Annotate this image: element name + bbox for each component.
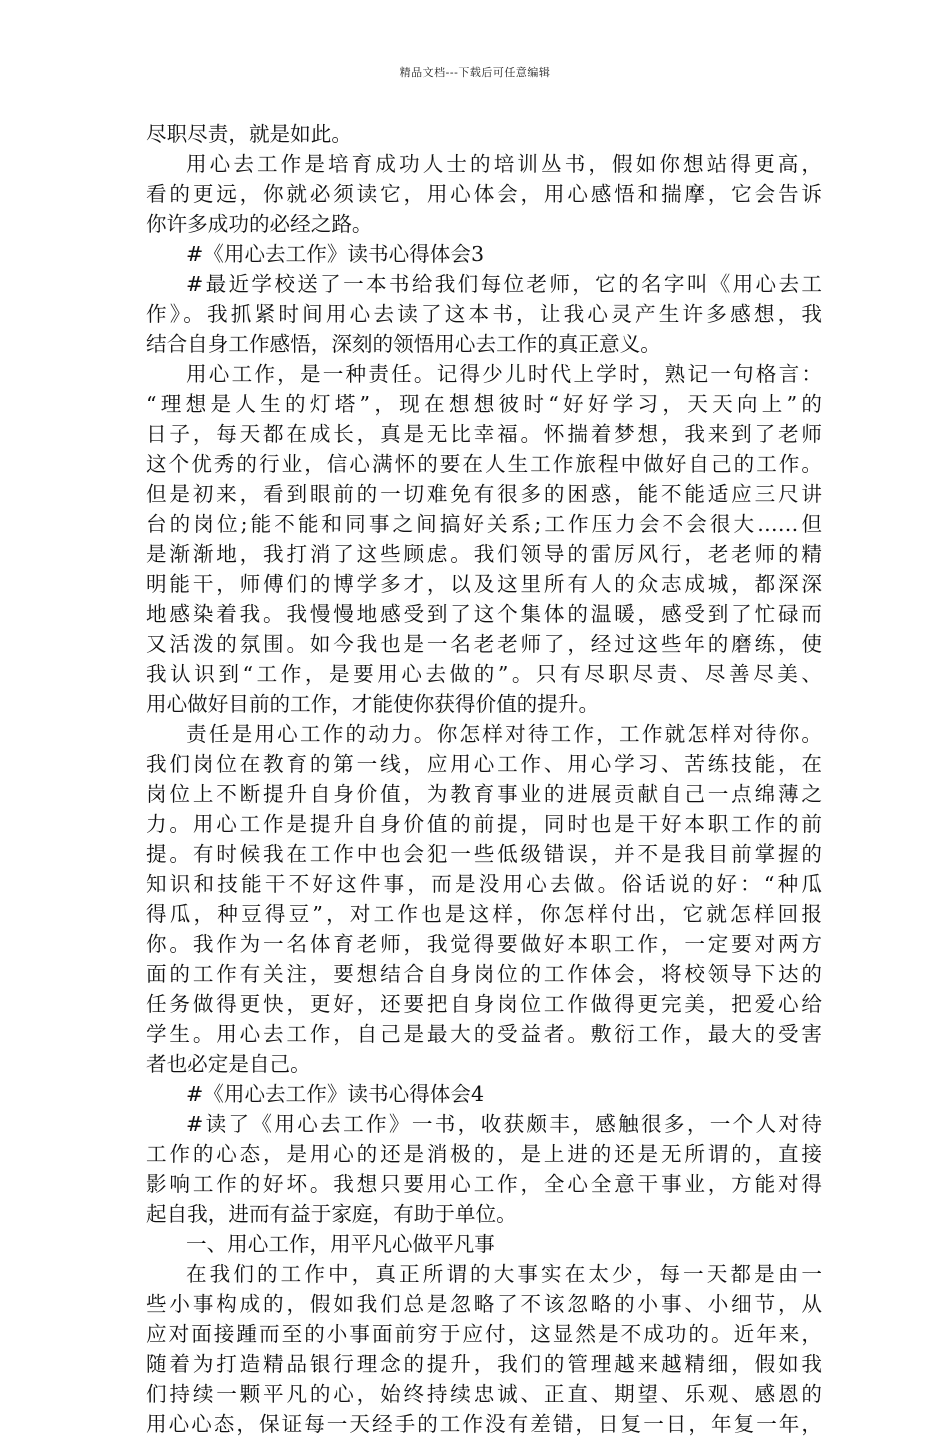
text-line: 知识和技能干不好这件事，而是没用心去做。俗话说的好：“种瓜 (146, 872, 822, 896)
text-line: 提。有时候我在工作中也会犯一些低级错误，并不是我目前掌握的 (146, 842, 822, 866)
text-line: 影响工作的好坏。我想只要用心工作，全心全意干事业，方能对得 (146, 1172, 822, 1196)
text-line: 明能干，师傅们的博学多才，以及这里所有人的众志成城，都深深 (146, 572, 822, 596)
text-line: 工作的心态，是用心的还是消极的，是上进的还是无所谓的，直接 (146, 1142, 822, 1166)
text-line: #《用心去工作》读书心得体会3 (186, 242, 485, 266)
text-line: 用心去工作是培育成功人士的培训丛书，假如你想站得更高， (186, 152, 822, 176)
text-line: 在我们的工作中，真正所谓的大事实在太少，每一天都是由一 (186, 1262, 822, 1286)
text-line: 随着为打造精品银行理念的提升，我们的管理越来越精细，假如我 (146, 1352, 822, 1376)
text-line: 你许多成功的必经之路。 (146, 212, 373, 236)
text-line: 尽职尽责，就是如此。 (146, 122, 352, 146)
text-line: 们持续一颗平凡的心，始终持续忠诚、正直、期望、乐观、感恩的 (146, 1382, 822, 1406)
text-line: 这个优秀的行业，信心满怀的要在人生工作旅程中做好自己的工作。 (146, 452, 822, 476)
text-line: 作》。我抓紧时间用心去读了这本书，让我心灵产生许多感想，我 (146, 302, 822, 326)
text-line: 力。用心工作是提升自身价值的前提，同时也是干好本职工作的前 (146, 812, 822, 836)
page-header: 精品文档---下载后可任意编辑 (399, 66, 551, 79)
text-line: 结合自身工作感悟，深刻的领悟用心去工作的真正意义。 (146, 332, 661, 356)
text-line: 台的岗位;能不能和同事之间搞好关系;工作压力会不会很大……但 (146, 512, 822, 536)
text-line: 又活泼的氛围。如今我也是一名老老师了，经过这些年的磨练，使 (146, 632, 822, 656)
text-line: 用心工作，是一种责任。记得少儿时代上学时，熟记一句格言： (186, 362, 822, 386)
text-line: #《用心去工作》读书心得体会4 (186, 1082, 485, 1106)
text-line: 日子，每天都在成长，真是无比幸福。怀揣着梦想，我来到了老师 (146, 422, 822, 446)
text-line: “理想是人生的灯塔”，现在想想彼时“好好学习，天天向上”的 (146, 392, 822, 416)
text-line: 岗位上不断提升自身价值，为教育事业的进展贡献自己一点绵薄之 (146, 782, 822, 806)
text-line: 用心做好目前的工作，才能使你获得价值的提升。 (146, 692, 600, 716)
text-line: 些小事构成的，假如我们总是忽略了不该忽略的小事、小细节，从 (146, 1292, 822, 1316)
text-line: 起自我，进而有益于家庭，有助于单位。 (146, 1202, 517, 1226)
text-line: 是渐渐地，我打消了这些顾虑。我们领导的雷厉风行，老老师的精 (146, 542, 822, 566)
text-line: 一、用心工作，用平凡心做平凡事 (186, 1232, 495, 1256)
text-line: 面的工作有关注，要想结合自身岗位的工作体会，将校领导下达的 (146, 962, 822, 986)
text-line: 但是初来，看到眼前的一切难免有很多的困惑，能不能适应三尺讲 (146, 482, 822, 506)
text-line: 看的更远，你就必须读它，用心体会，用心感悟和揣摩，它会告诉 (146, 182, 822, 206)
text-line: 我认识到“工作，是要用心去做的”。只有尽职尽责、尽善尽美、 (146, 662, 822, 686)
text-line: 你。我作为一名体育老师，我觉得要做好本职工作，一定要对两方 (146, 932, 822, 956)
text-line: 责任是用心工作的动力。你怎样对待工作，工作就怎样对待你。 (186, 722, 822, 746)
text-line: #最近学校送了一本书给我们每位老师，它的名字叫《用心去工 (186, 272, 822, 296)
text-line: 得瓜，种豆得豆”，对工作也是这样，你怎样付出，它就怎样回报 (146, 902, 822, 926)
document-body (146, 119, 822, 1439)
text-line: 我们岗位在教育的第一线，应用心工作、用心学习、苦练技能，在 (146, 752, 822, 776)
text-line: 应对面接踵而至的小事面前穷于应付，这显然是不成功的。近年来， (146, 1322, 822, 1346)
text-line: #读了《用心去工作》一书，收获颇丰，感触很多，一个人对待 (186, 1112, 822, 1136)
text-line: 地感染着我。我慢慢地感受到了这个集体的温暖，感受到了忙碌而 (146, 602, 822, 626)
text-line: 者也必定是自己。 (146, 1052, 311, 1076)
text-line: 任务做得更快，更好，还要把自身岗位工作做得更完美，把爱心给 (146, 992, 822, 1016)
text-line: 学生。用心去工作，自己是最大的受益者。敷衍工作，最大的受害 (146, 1022, 822, 1046)
text-line: 用心心态，保证每一天经手的工作没有差错，日复一日，年复一年， (146, 1412, 822, 1436)
